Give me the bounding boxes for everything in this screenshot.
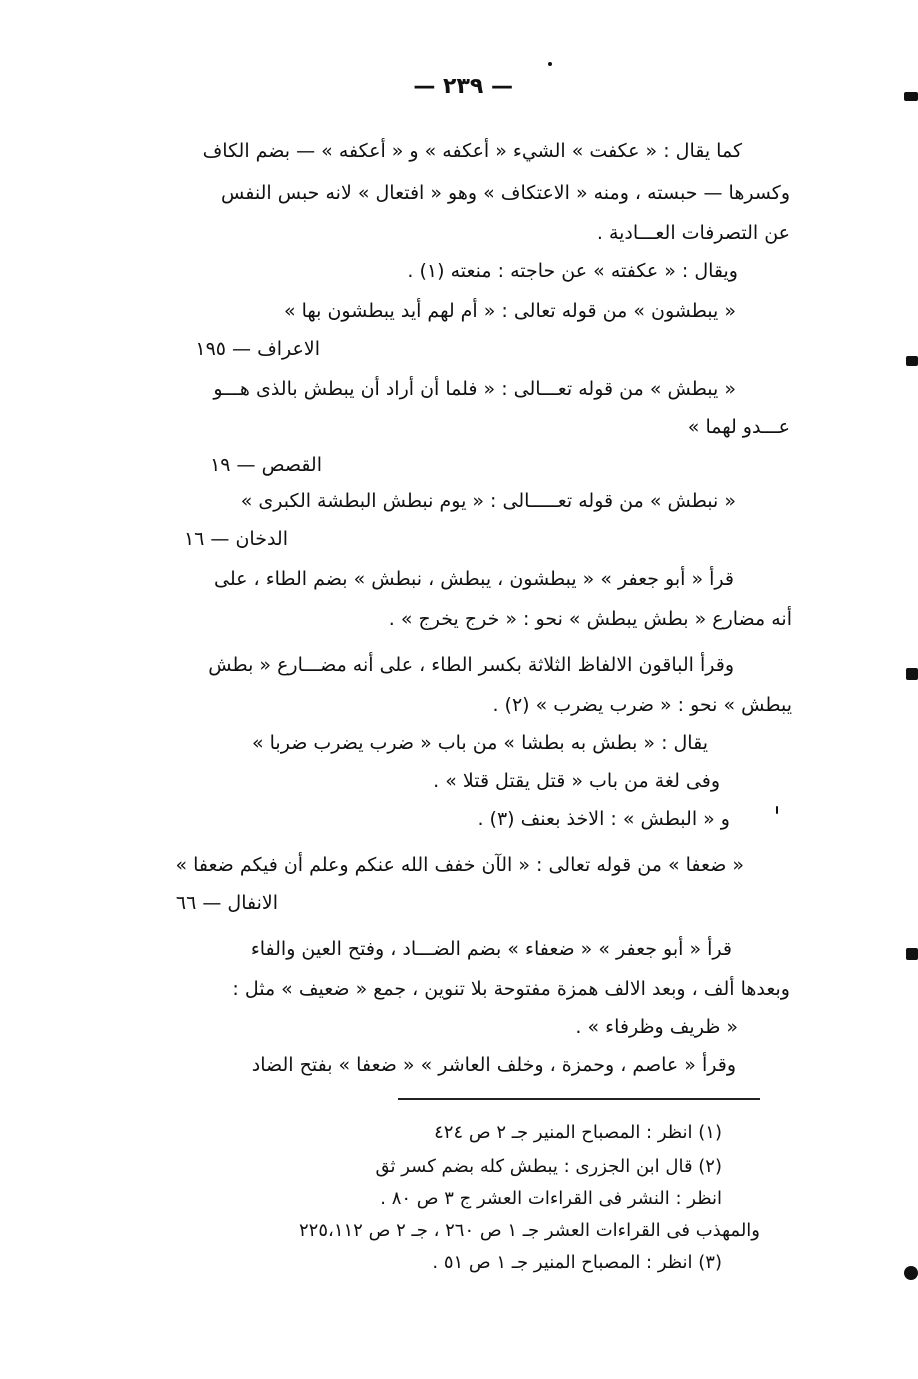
footnote-divider (398, 1098, 760, 1100)
text-line: وقرأ « عاصم ، وحمزة ، وخلف العاشر » « ضعفا » بفتح الضاد (251, 1054, 736, 1076)
page-number: — ٢٣٩ — (413, 74, 513, 99)
text-line: كما يقال : « عكفت » الشيء « أعكفه » و « أعكفه » — بضم الكاف (202, 140, 742, 162)
scan-edge-mark (906, 668, 918, 680)
footnote: (٢) قال ابن الجزرى : يبطش كله بضم كسر ثق (375, 1156, 722, 1177)
scan-speck (776, 806, 778, 814)
verse-reference: الانفال — ٦٦ (175, 892, 278, 914)
verse-reference: الدخان — ١٦ (183, 528, 288, 550)
text-line: أنه مضارع « بطش يبطش » نحو : « خرج يخرج » . (388, 608, 792, 630)
text-line: قرأ « أبو جعفر » « ضعفاء » بضم الضـــاد ، وفتح العين والفاء (250, 938, 732, 960)
text-line: عـــدو لهما » (687, 416, 790, 438)
text-line: وقرأ الباقون الالفاظ الثلاثة بكسر الطاء ، على أنه مضـــارع « بطش (208, 654, 734, 676)
scan-speck (548, 62, 552, 66)
footnote: والمهذب فى القراءات العشر جـ ١ ص ٢٦٠ ، جـ ٢ ص ٢٢٥،١١٢ (299, 1220, 760, 1241)
text-line: وكسرها — حبسته ، ومنه « الاعتكاف » وهو « افتعال » لانه حبس النفس (221, 182, 790, 204)
text-line: و « البطش » : الاخذ بعنف (٣) . (477, 808, 730, 830)
footnote: (١) انظر : المصباح المنير جـ ٢ ص ٤٢٤ (434, 1122, 722, 1143)
scan-edge-mark (904, 92, 918, 101)
scan-edge-mark (906, 356, 918, 366)
scan-edge-mark (904, 1266, 918, 1280)
text-line: وفى لغة من باب « قتل يقتل قتلا » . (433, 770, 720, 792)
text-line: يبطش » نحو : « ضرب يضرب » (٢) . (492, 694, 792, 716)
text-line: « يبطش » من قوله تعـــالى : « فلما أن أراد أن يبطش بالذى هـــو (213, 378, 736, 400)
text-line: وبعدها ألف ، وبعد الالف همزة مفتوحة بلا تنوين ، جمع « ضعيف » مثل : (232, 978, 790, 1000)
text-line: « ظريف وظرفاء » . (575, 1016, 738, 1038)
text-line: « نبطش » من قوله تعـــــالى : « يوم نبطش البطشة الكبرى » (240, 490, 736, 512)
text-line: ويقال : « عكفته » عن حاجته : منعته (١) . (407, 260, 738, 282)
verse-reference: الاعراف — ١٩٥ (195, 338, 320, 360)
text-line: عن التصرفات العـــادية . (596, 222, 790, 244)
text-line: « ضعفا » من قوله تعالى : « الآن خفف الله عنكم وعلم أن فيكم ضعفا » (175, 854, 744, 876)
text-line: قرأ « أبو جعفر » « يبطشون ، يبطش ، نبطش » بضم الطاء ، على (214, 568, 734, 590)
text-line: « يبطشون » من قوله تعالى : « أم لهم أيد يبطشون بها » (283, 300, 736, 322)
footnote: انظر : النشر فى القراءات العشر ج ٣ ص ٨٠ . (380, 1188, 722, 1209)
scan-edge-mark (906, 948, 918, 960)
text-line: يقال : « بطش به بطشا » من باب « ضرب يضرب ضربا » (251, 732, 708, 754)
verse-reference: القصص — ١٩ (210, 454, 322, 476)
footnote: (٣) انظر : المصباح المنير جـ ١ ص ٥١ . (432, 1252, 722, 1273)
